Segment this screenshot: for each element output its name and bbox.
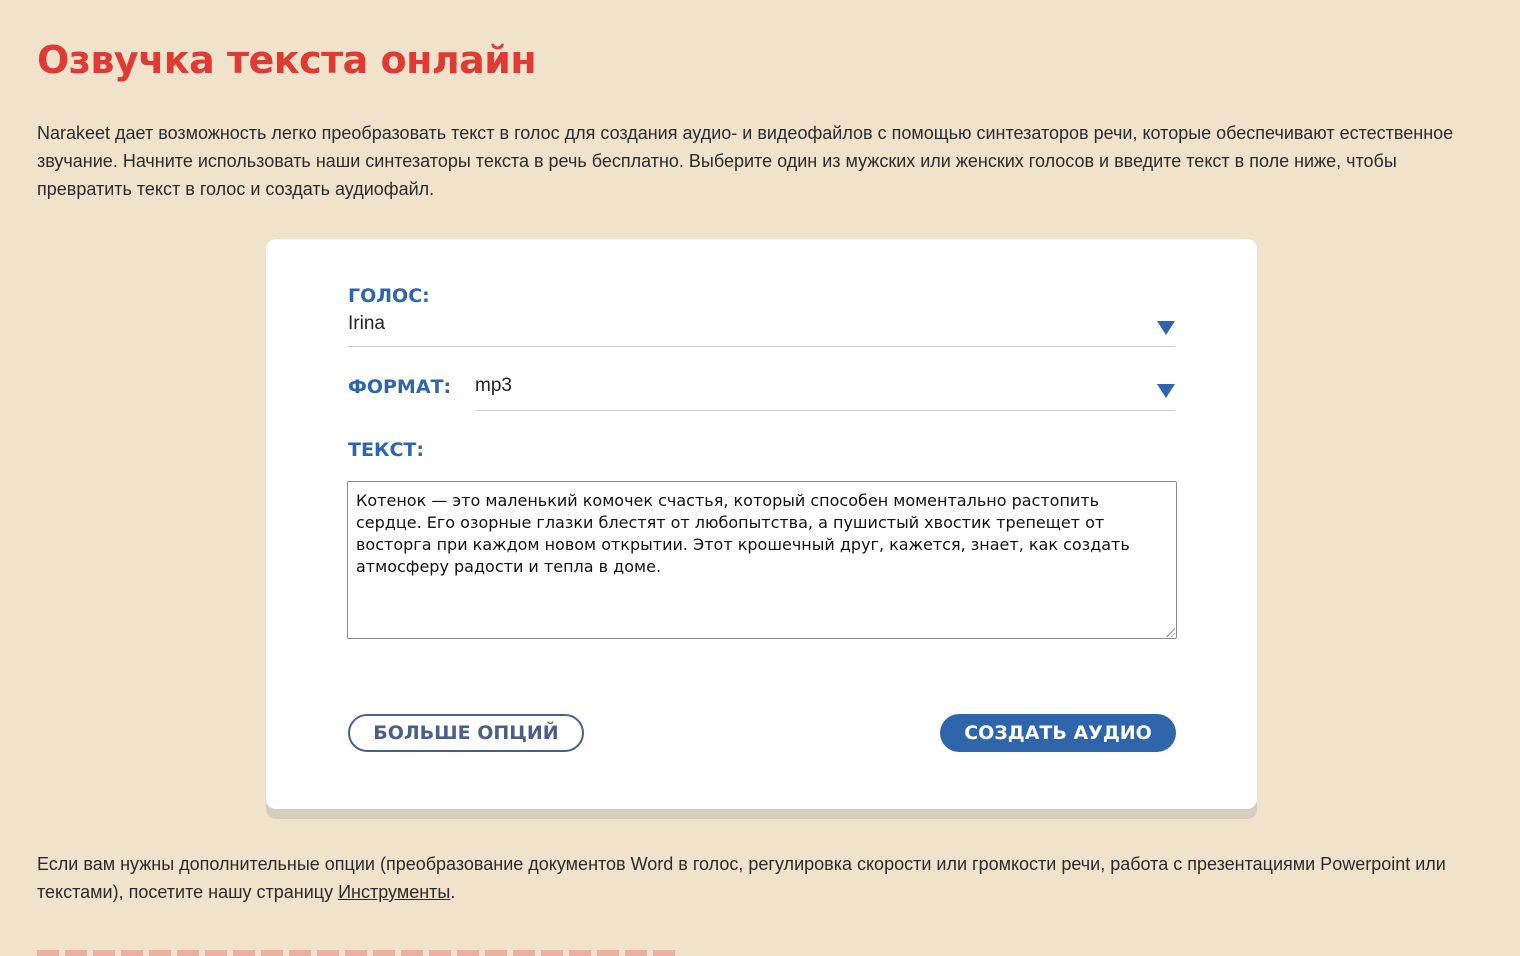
format-label: ФОРМАТ: [348,376,452,398]
footer-text: Если вам нужны дополнительные опции (преобразование документов Word в голос, регулировка скорости или громкости речи, работа с презентациями Powerpoint или текстами), посетите нашу страницу [37,854,1446,902]
next-section-heading-cut [37,950,677,956]
format-select[interactable] [475,367,1175,411]
footer-paragraph [37,850,1477,906]
format-value[interactable]: mp3 [475,375,512,396]
triangle-down-icon[interactable] [1157,321,1175,335]
voice-label: ГОЛОС: [348,285,430,307]
footer-text-end: . [450,882,456,902]
text-label: ТЕКСТ: [348,439,424,461]
voice-value[interactable]: Irina [348,313,385,334]
page-title: Озвучка текста онлайн [37,38,537,82]
tools-link[interactable]: Инструменты [338,882,451,902]
voice-select[interactable] [348,285,1175,347]
more-options-button[interactable]: БОЛЬШЕ ОПЦИЙ [348,714,584,752]
intro-paragraph: Narakeet дает возможность легко преобразовать текст в голос для создания аудио- и видеофайлов с помощью синтезаторов речи, которые обеспечивают естественное звучание. Начните использовать наши синтезаторы текста в речь бесплатно. Выберите один из мужских или женских голосов и введите текст в поле ниже, чтобы превратить текст в голос и создать аудиофайл. [37,123,1454,199]
resize-handle-icon[interactable] [1165,627,1175,637]
create-audio-button[interactable]: СОЗДАТЬ АУДИО [940,714,1176,752]
tts-form-card [266,239,1257,809]
text-input[interactable] [347,481,1177,639]
triangle-down-icon[interactable] [1157,384,1175,398]
